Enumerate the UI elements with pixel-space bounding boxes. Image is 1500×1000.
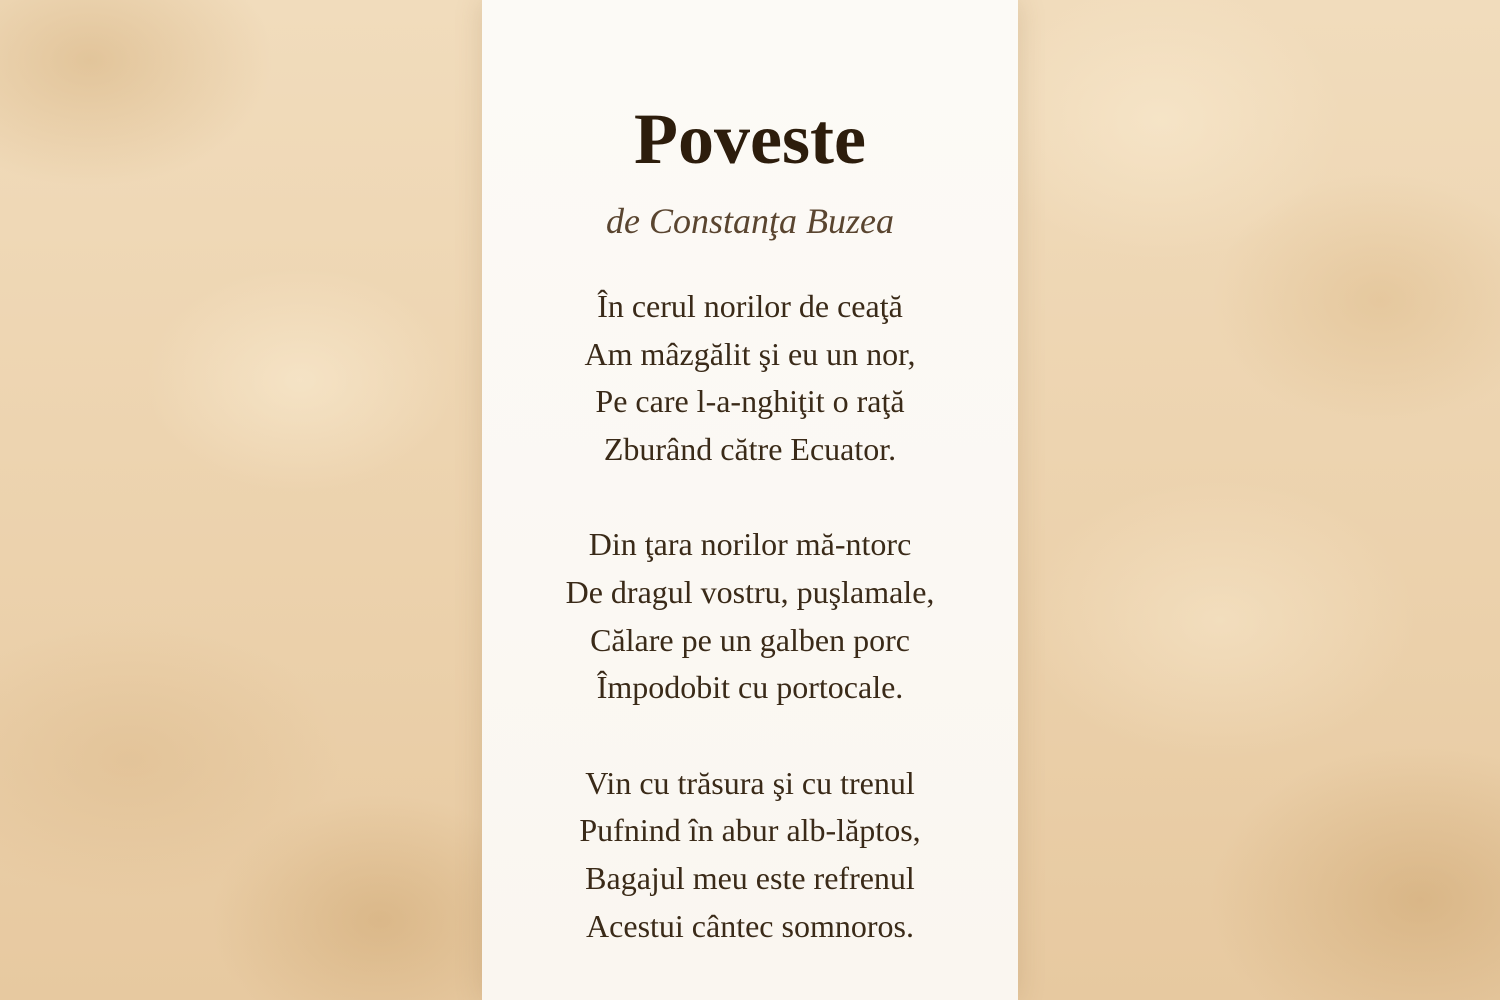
poem-line: Din ţara norilor mă-ntorc [588, 526, 912, 563]
stanza-1 [482, 283, 1018, 474]
poem-line: Călare pe un galben porc [590, 621, 910, 658]
poem-line: Împodobit cu portocale. [596, 669, 904, 706]
poem-line: Pufnind în abur alb-lăptos, [579, 812, 921, 849]
poem-line: Am mâzgălit şi eu un nor, [584, 335, 916, 372]
poem-body [482, 283, 1018, 998]
poem-line: Pe care l-a-nghiţit o raţă [595, 383, 905, 420]
poem-title: Poveste [634, 99, 866, 179]
poem-line: Zburând către Ecuator. [603, 431, 897, 468]
poem-page [482, 0, 1018, 1000]
poem-line: Bagajul meu este refrenul [585, 859, 915, 896]
poem-author: de Constanţa Buzea [606, 201, 894, 241]
stanza-3 [482, 760, 1018, 951]
poem-line: În cerul norilor de ceaţă [597, 288, 903, 324]
poem-line: De dragul vostru, puşlamale, [565, 573, 935, 610]
poem-line: Vin cu trăsura şi cu trenul [585, 764, 915, 801]
stanza-2 [482, 521, 1018, 712]
poem-line: Acestui cântec somnoros. [586, 907, 914, 944]
